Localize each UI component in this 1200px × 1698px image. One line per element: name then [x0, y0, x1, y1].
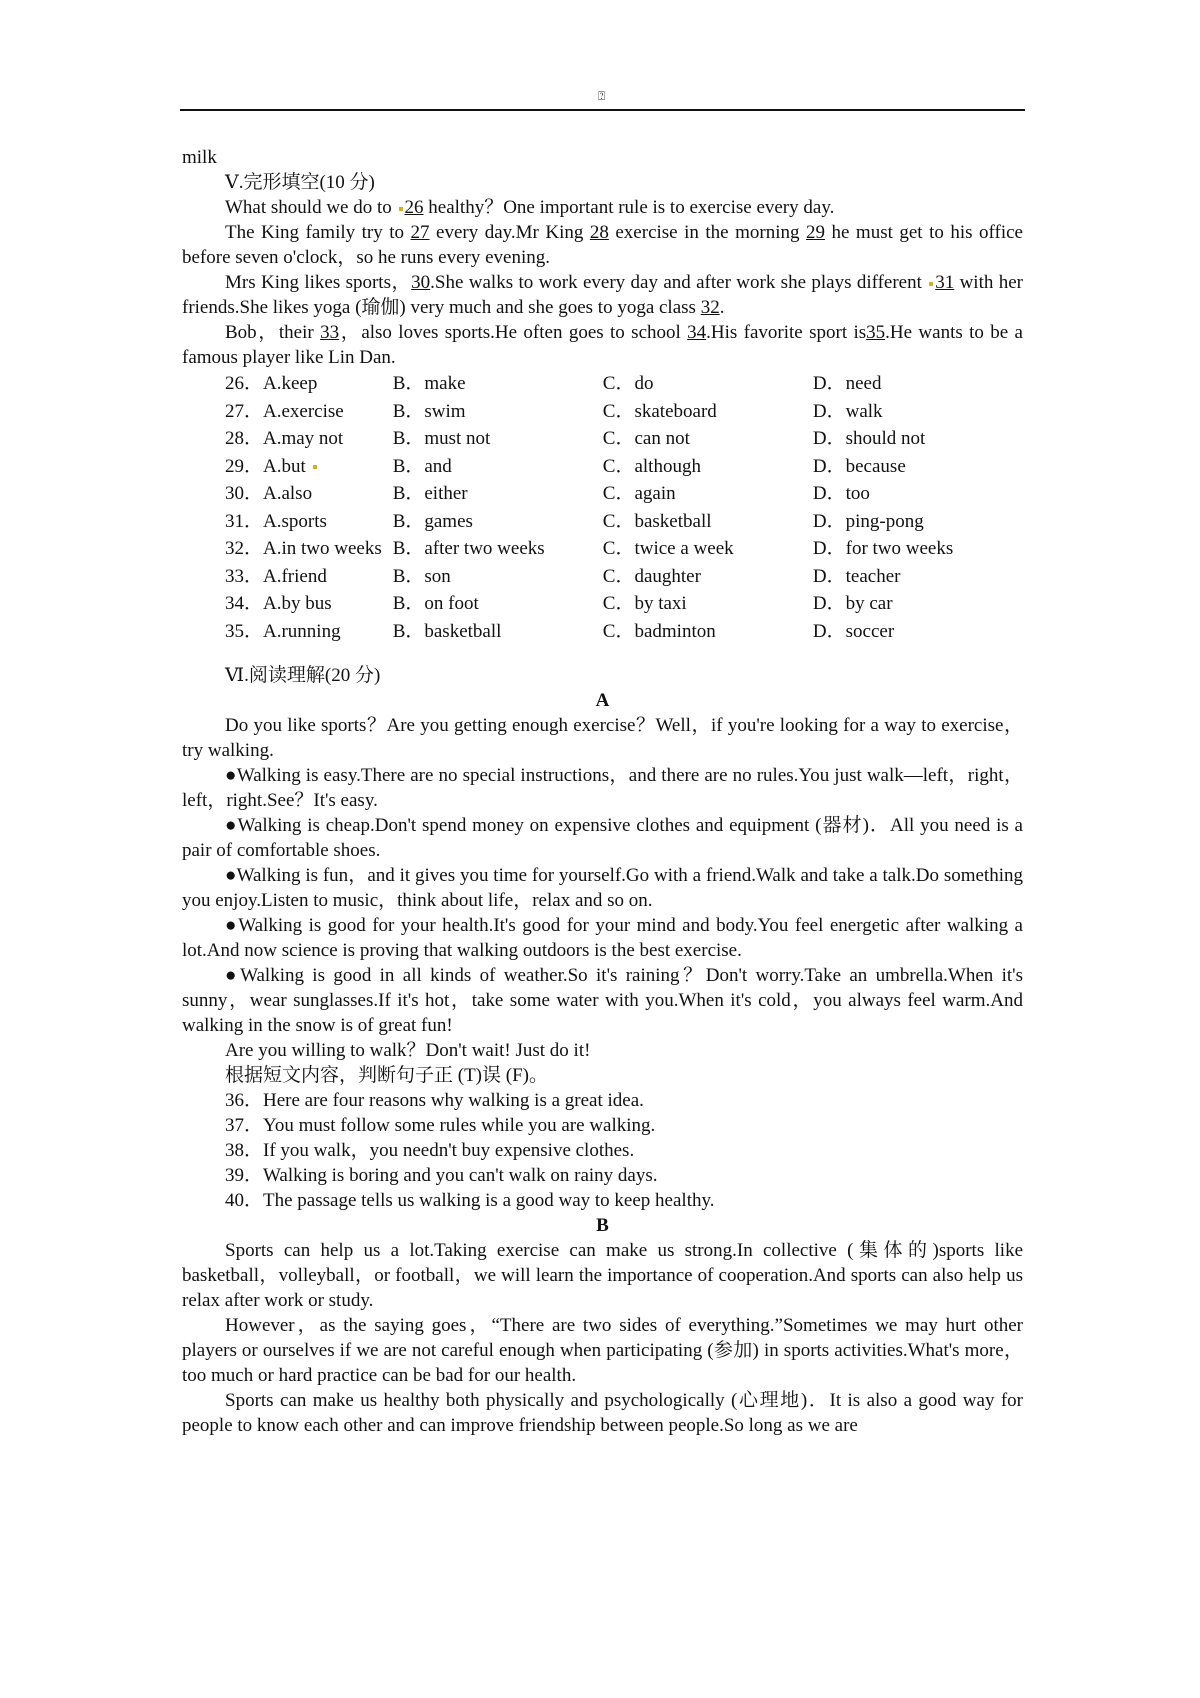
- section6-title: Ⅵ.阅读理解(20 分): [225, 665, 381, 686]
- option-b: B．on foot: [392, 593, 479, 614]
- option-b: B．son: [392, 565, 451, 587]
- blank-28: 28: [589, 222, 609, 243]
- cloze-paragraph-3: [182, 270, 1023, 320]
- option-b: B．must not: [392, 428, 491, 449]
- text: Bob，their: [225, 322, 321, 343]
- option-d: D．teacher: [812, 565, 901, 587]
- text: What should we do to: [225, 197, 397, 218]
- question-item: 38．If you walk，you needn't buy expensive clothes.: [225, 1140, 635, 1161]
- text: .She walks to work every day and after work she plays different: [430, 272, 928, 293]
- option-d: D．for two weeks: [812, 538, 954, 559]
- option-a-text: 29．A.but: [225, 455, 306, 477]
- text: he must get to his office before seven o'clock，so he runs every evening.: [182, 222, 1023, 268]
- passage-b-paragraph: Sports can make us healthy both physically and psychologically (心理地)．It is also a good way for people to know each other and can improve friendship between people.So long as we are: [182, 1390, 1023, 1436]
- option-row: [182, 618, 1023, 646]
- text: .He wants to be a famous player like Lin Dan.: [182, 322, 1023, 368]
- text: healthy？One important rule is to exercise every day.: [423, 197, 835, 218]
- option-a: 30．A.also: [225, 483, 313, 504]
- option-row: [182, 453, 1023, 481]
- option-c: C．although: [602, 455, 701, 477]
- option-d: D．walk: [812, 400, 883, 422]
- option-row: [182, 398, 1023, 426]
- option-c: C．twice a week: [602, 538, 734, 559]
- option-d: D．soccer: [812, 620, 895, 642]
- option-b: B．after two weeks: [392, 538, 545, 559]
- option-b: B．and: [392, 455, 452, 477]
- passage-a-paragraph: ●Walking is fun，and it gives you time for yourself.Go with a friend.Walk and take a talk.Do something you enjoy.Listen to music，think about life，relax and so on.: [182, 865, 1023, 911]
- blank-26: [397, 197, 424, 218]
- blank-33: 33: [320, 322, 340, 343]
- option-d: D．ping-pong: [812, 510, 924, 532]
- option-a: 32．A.in two weeks: [225, 538, 382, 559]
- cloze-paragraph-1: [182, 195, 1023, 220]
- stray-mark: [399, 207, 403, 211]
- section5-title: Ⅴ.完形填空(10 分): [225, 172, 375, 193]
- option-row: [182, 370, 1023, 398]
- blank-34: 34: [687, 322, 707, 343]
- option-row: [182, 508, 1023, 536]
- blank-32: 32: [700, 297, 720, 318]
- header-mark: ⍰: [598, 89, 606, 103]
- text: The King family try to: [225, 222, 411, 243]
- option-c: C．can not: [602, 428, 690, 449]
- option-c: C．basketball: [602, 510, 712, 532]
- option-row: [182, 563, 1023, 591]
- blank-number: 31: [935, 272, 955, 293]
- option-d: D．should not: [812, 428, 926, 449]
- option-row: [182, 535, 1023, 563]
- blank-29: 29: [805, 222, 825, 243]
- cloze-paragraph-2: [182, 220, 1023, 270]
- header-rule: [180, 109, 1025, 111]
- option-a: [182, 453, 393, 481]
- text: with her friends.She likes yoga (瑜伽) very much and she goes to yoga class: [182, 272, 1023, 318]
- options-table: [182, 370, 1023, 645]
- option-a: 31．A.sports: [225, 510, 327, 532]
- passage-a-paragraph: ●Walking is good for your health.It's good for your mind and body.You feel energetic after walking a lot.And now science is proving that walking outdoors is the best exercise.: [182, 915, 1023, 961]
- text: every day.Mr King: [429, 222, 590, 243]
- top-line: milk: [182, 147, 217, 168]
- stray-mark: [929, 282, 933, 286]
- passage-a-paragraph: ●Walking is easy.There are no special instructions，and there are no rules.You just walk—left，right，left，right.See？It's easy.: [182, 765, 1023, 811]
- text: Mrs King likes sports，: [225, 272, 412, 293]
- question-instruction: 根据短文内容，判断句子正 (T)误 (F)。: [225, 1065, 548, 1086]
- option-c: C．do: [602, 373, 654, 394]
- option-c: C．daughter: [602, 565, 701, 587]
- option-b: B．basketball: [392, 620, 502, 642]
- option-a: 28．A.may not: [225, 428, 344, 449]
- passage-a-paragraph: Do you like sports？Are you getting enough exercise？Well，if you're looking for a way to exercise，try walking.: [182, 715, 1023, 761]
- text: ，also loves sports.He often goes to school: [339, 322, 688, 343]
- cloze-paragraph-4: [182, 320, 1023, 370]
- question-item: 37．You must follow some rules while you are walking.: [225, 1115, 656, 1136]
- option-c: C．by taxi: [602, 593, 687, 614]
- page-content: [182, 145, 1023, 1438]
- option-a: 27．A.exercise: [225, 400, 344, 422]
- option-row: [182, 590, 1023, 618]
- option-b: B．games: [392, 510, 473, 532]
- stray-mark: [313, 465, 317, 469]
- option-a: 26．A.keep: [225, 373, 318, 394]
- blank-31: [927, 272, 954, 293]
- option-row: [182, 480, 1023, 508]
- text: .His favorite sport is: [706, 322, 867, 343]
- option-b: B．either: [392, 483, 468, 504]
- passage-b-paragraph: Sports can help us a lot.Taking exercise can make us strong.In collective (集体的)sports like basketball，volleyball，or football，we will learn the importance of cooperation.And sports can also help us relax after work or study.: [182, 1240, 1023, 1311]
- option-d: D．because: [812, 455, 906, 477]
- option-d: D．by car: [812, 593, 893, 614]
- blank-number: 26: [404, 197, 424, 218]
- option-row: [182, 425, 1023, 453]
- spacer: [182, 645, 1023, 663]
- option-c: C．again: [602, 483, 676, 504]
- passage-a-paragraph: ●Walking is good in all kinds of weather.So it's raining？Don't worry.Take an umbrella.When it's sunny，wear sunglasses.If it's hot，take some water with you.When it's cold，you always feel warm.And walking in the snow is of great fun!: [182, 965, 1023, 1036]
- option-c: C．badminton: [602, 620, 716, 642]
- option-a: 33．A.friend: [225, 565, 327, 587]
- option-d: D．need: [812, 373, 882, 394]
- passage-b-paragraph: However，as the saying goes，“There are two sides of everything.”Sometimes we may hurt other players or ourselves if we are not careful enough when participating (参加) in sports activities.What's more，too much or hard practice can be bad for our health.: [182, 1315, 1023, 1386]
- text: exercise in the morning: [608, 222, 806, 243]
- question-item: 40．The passage tells us walking is a good way to keep healthy.: [225, 1190, 715, 1211]
- blank-35: 35: [866, 322, 886, 343]
- text: .: [719, 297, 725, 318]
- option-a: 34．A.by bus: [225, 593, 332, 614]
- option-d: D．too: [812, 483, 870, 504]
- passage-a-paragraph: ●Walking is cheap.Don't spend money on expensive clothes and equipment (器材)．All you need is a pair of comfortable shoes.: [182, 815, 1023, 861]
- option-b: B．swim: [392, 400, 466, 422]
- question-item: 36．Here are four reasons why walking is a great idea.: [225, 1090, 644, 1111]
- option-c: C．skateboard: [602, 400, 717, 422]
- passage-a-heading: A: [595, 690, 610, 711]
- passage-a-paragraph: Are you willing to walk？Don't wait! Just do it!: [225, 1040, 591, 1061]
- passage-b-heading: B: [596, 1215, 609, 1236]
- blank-27: 27: [410, 222, 430, 243]
- option-b: B．make: [392, 373, 466, 394]
- option-a: 35．A.running: [225, 620, 341, 642]
- question-item: 39．Walking is boring and you can't walk on rainy days.: [225, 1165, 658, 1186]
- blank-30: 30: [411, 272, 431, 293]
